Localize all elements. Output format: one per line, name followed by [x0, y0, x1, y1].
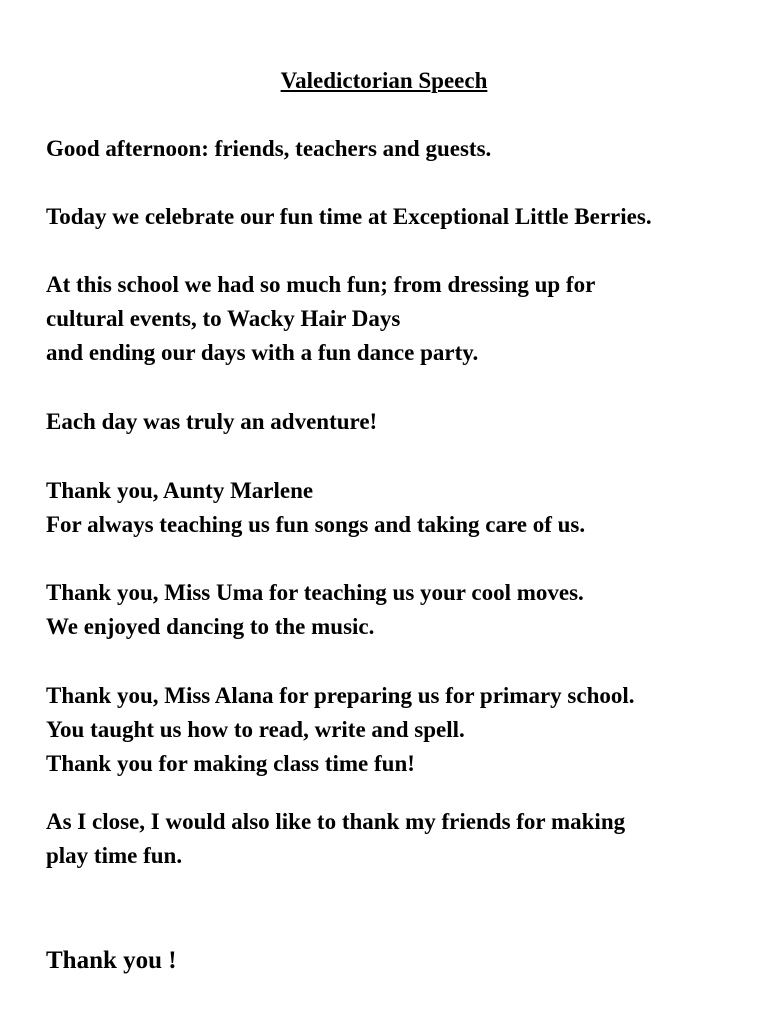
paragraph-closing-thanks	[46, 805, 746, 873]
paragraph-line: Thank you, Aunty Marlene	[46, 478, 314, 503]
paragraph-school-fun	[46, 268, 746, 370]
paragraph-line: cultural events, to Wacky Hair Days	[46, 306, 401, 331]
paragraph-line: You taught us how to read, write and spell.	[46, 717, 465, 742]
closing-text: Thank you !	[46, 947, 177, 974]
paragraph-line: At this school we had so much fun; from dressing up for	[46, 272, 596, 297]
closing-line	[46, 944, 746, 978]
paragraph-line: For always teaching us fun songs and taking care of us.	[46, 512, 586, 537]
paragraph-line: As I close, I would also like to thank my friends for making	[46, 809, 626, 834]
paragraph-line: Each day was truly an adventure!	[46, 409, 378, 434]
paragraph-thanks-uma	[46, 576, 746, 644]
paragraph-line: Thank you, Miss Uma for teaching us your cool moves.	[46, 580, 584, 605]
paragraph-line: and ending our days with a fun dance party.	[46, 340, 479, 365]
paragraph-line: Today we celebrate our fun time at Exceptional Little Berries.	[46, 204, 652, 229]
paragraph-thanks-alana	[46, 679, 746, 781]
paragraph-line: Thank you for making class time fun!	[46, 751, 415, 776]
paragraph-celebration	[46, 200, 746, 234]
paragraph-line: We enjoyed dancing to the music.	[46, 614, 375, 639]
page-title: Valedictorian Speech	[280, 68, 488, 93]
paragraph-line: play time fun.	[46, 843, 183, 868]
paragraph-thanks-marlene	[46, 474, 746, 542]
paragraph-line: Thank you, Miss Alana for preparing us for primary school.	[46, 683, 635, 708]
paragraph-adventure	[46, 405, 746, 439]
paragraph-greeting	[46, 132, 746, 166]
paragraph-line: Good afternoon: friends, teachers and guests.	[46, 136, 492, 161]
